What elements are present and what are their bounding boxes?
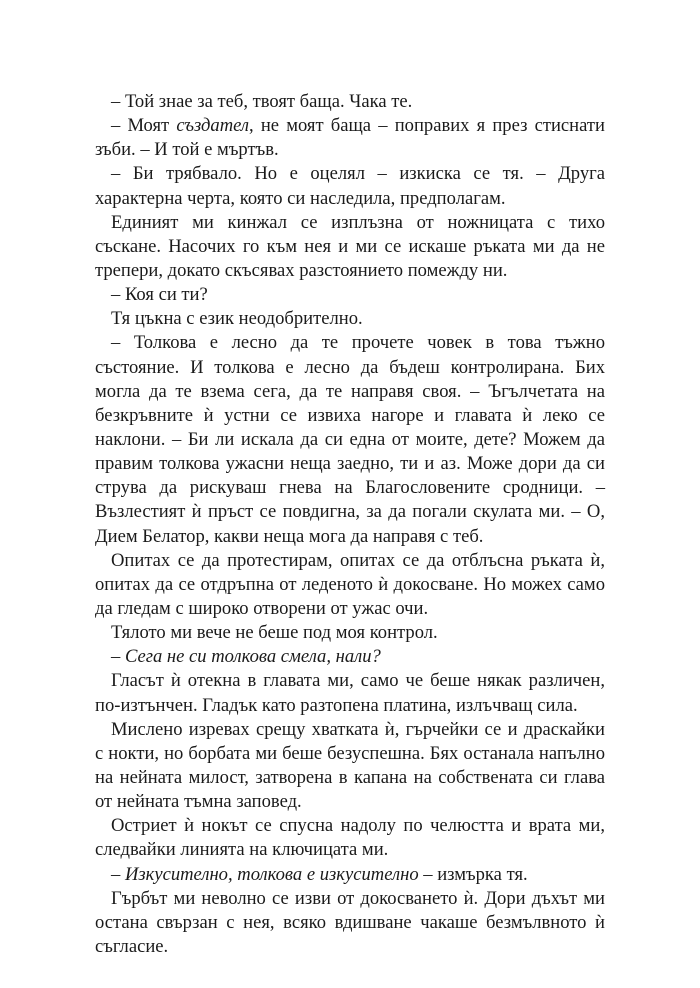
text-line: – Толкова е лесно да те прочете човек в това тъжно [111,332,605,354]
text-line [95,863,605,887]
italic-phrase: – Изкусително, толкова е изкусително [111,863,419,885]
text-line: зъби. – И той е мъртъв. [95,139,279,161]
text-line: трепери, докато скъсявах разстоянието помежду ни. [95,259,508,281]
text-line-italic: – Сега не си толкова смела, нали? [111,646,381,668]
text-line: по-изтънчен. Гладък като разтопена платина, излъчващ сила. [95,694,578,716]
text-line: характерна черта, която си наследила, предполагам. [95,187,506,209]
text-line: да гледам с широко отворени от ужас очи. [95,597,429,619]
text-span: – измърка тя. [418,863,528,885]
text-span: , не моят баща – поправих я през стиснати [249,115,605,137]
text-line: струва да рискуваш гнева на Благословените сродници. – [95,477,605,499]
text-line: Тялото ми вече не беше под моя контрол. [111,622,438,644]
text-line: от нейната тъмна заповед. [95,791,302,813]
text-line: Гласът ѝ отекна в главата ми, само че беше някак различен, [111,670,605,692]
text-line: на нейната милост, затворена в капана на собствената си глава [95,766,605,788]
text-line: остана свързан с нея, всяко вдишване чакаше безмълвното ѝ [95,911,605,933]
text-line [95,114,605,138]
text-line: Дием Белатор, какви неща мога да направя с теб. [95,525,484,547]
text-line: могла да те взема сега, да те направя своя. – Ъгълчетата на [95,380,605,402]
text-line: наклони. – Би ли искала да си една от моите, дете? Можем да [95,428,605,450]
text-line: Възлестият ѝ пръст се повдигна, за да погали скулата ми. – О, [95,501,605,523]
text-line: състояние. И толкова е лесно да бъдеш контролирана. Бих [95,356,605,378]
text-line: Тя цъкна с език неодобрително. [111,308,363,330]
italic-word: създател [176,115,250,137]
text-line: Единият ми кинжал се изплъзна от ножницата с тихо [111,211,605,233]
text-line: – Би трябвало. Но е оцелял – изкиска се тя. – Друга [111,163,605,185]
text-line: Остриет ѝ нокът се спусна надолу по челюстта и врата ми, [111,815,605,837]
text-line: следвайки линията на ключицата ми. [95,839,389,861]
text-line: Гърбът ми неволно се изви от докосването ѝ. Дори дъхът ми [111,887,605,909]
text-line: опитах да се отдръпна от леденото ѝ докосване. Но можех само [95,573,605,595]
text-span: – Моят [111,115,177,137]
text-line: съскане. Насочих го към нея и ми се искаше ръката ми да не [95,235,605,257]
book-page-text [95,90,605,959]
text-line: – Коя си ти? [111,284,208,306]
text-line: безкръвните ѝ устни се извиха нагоре и главата ѝ леко се [95,404,605,426]
text-line: с нокти, но борбата ми беше безуспешна. Бях останала напълно [95,742,605,764]
text-line: правим толкова ужасни неща заедно, ти и аз. Може дори да си [95,453,605,475]
text-line: Мислено изревах срещу хватката ѝ, гърчейки се и драскайки [111,718,605,740]
text-line: Опитах се да протестирам, опитах се да отблъсна ръката ѝ, [111,549,605,571]
text-line: – Той знае за теб, твоят баща. Чака те. [111,91,413,112]
text-line: съгласие. [95,935,169,957]
